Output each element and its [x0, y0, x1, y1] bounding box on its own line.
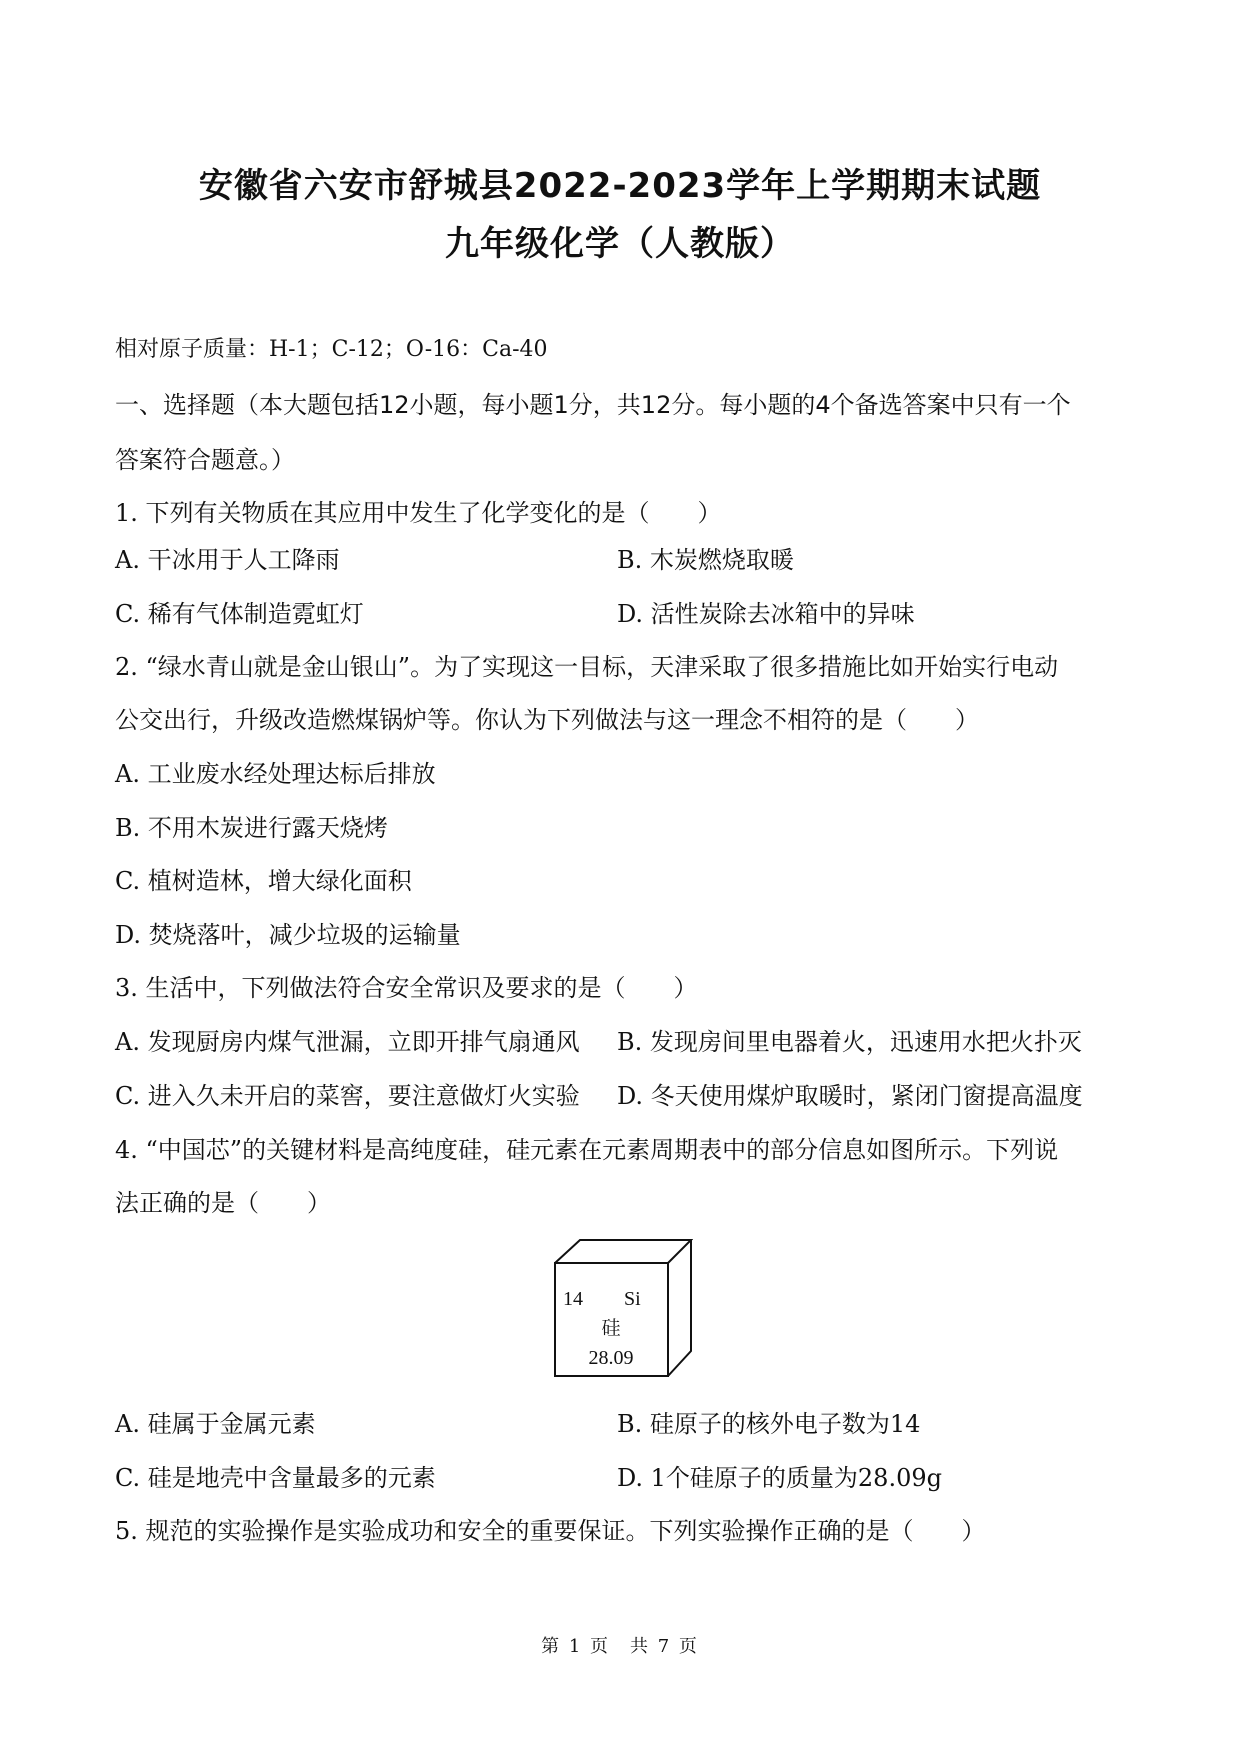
element-symbol: Si [624, 1288, 641, 1310]
element-cube-figure [553, 1238, 693, 1378]
question-2-stem-cont: 公交出行，升级改造燃煤锅炉等。你认为下列做法与这一理念不相符的是（ ） [115, 706, 979, 734]
silicon-element-cell [553, 1238, 693, 1378]
cube-top-face [555, 1240, 691, 1263]
question-4-stem: 4. “中国芯”的关键材料是高纯度硅，硅元素在元素周期表中的部分信息如图所示。下列说 [115, 1136, 1059, 1164]
element-name: 硅 [601, 1317, 621, 1339]
atomic-number: 14 [563, 1288, 583, 1310]
atomic-masses: 相对原子质量：H-1；C-12；O-16：Ca-40 [115, 337, 548, 362]
page-footer: 第 1 页 共 7 页 [541, 1636, 699, 1657]
q3-option-a: A. 发现厨房内煤气泄漏，立即开排气扇通风 [115, 1028, 580, 1056]
section-heading-cont: 答案符合题意。） [115, 446, 295, 474]
q2-option-c: C. 植树造林，增大绿化面积 [115, 867, 412, 895]
q3-option-b: B. 发现房间里电器着火，迅速用水把火扑灭 [617, 1028, 1082, 1056]
question-4-stem-cont: 法正确的是（ ） [115, 1189, 331, 1217]
q3-option-d: D. 冬天使用煤炉取暖时，紧闭门窗提高温度 [617, 1082, 1083, 1110]
exam-title: 安徽省六安市舒城县2022-2023学年上学期期末试题 [198, 166, 1042, 206]
atomic-mass: 28.09 [588, 1347, 634, 1369]
q4-option-c: C. 硅是地壳中含量最多的元素 [115, 1464, 436, 1492]
question-3-stem: 3. 生活中，下列做法符合安全常识及要求的是（ ） [115, 974, 698, 1002]
q2-option-a: A. 工业废水经处理达标后排放 [115, 760, 436, 788]
q1-option-d: D. 活性炭除去冰箱中的异味 [617, 600, 915, 628]
exam-subtitle: 九年级化学（人教版） [445, 224, 795, 264]
q4-option-b: B. 硅原子的核外电子数为14 [617, 1410, 921, 1438]
q1-option-a: A. 干冰用于人工降雨 [115, 546, 340, 574]
q2-option-d: D. 焚烧落叶，减少垃圾的运输量 [115, 921, 461, 949]
question-2-stem: 2. “绿水青山就是金山银山”。为了实现这一目标，天津采取了很多措施比如开始实行电动 [115, 653, 1059, 681]
q1-option-c: C. 稀有气体制造霓虹灯 [115, 600, 364, 628]
section-heading: 一、选择题（本大题包括12小题，每小题1分，共12分。每小题的4个备选答案中只有一个 [115, 391, 1071, 419]
q2-option-b: B. 不用木炭进行露天烧烤 [115, 814, 388, 842]
question-5-stem: 5. 规范的实验操作是实验成功和安全的重要保证。下列实验操作正确的是（ ） [115, 1517, 986, 1545]
question-1-stem: 1. 下列有关物质在其应用中发生了化学变化的是（ ） [115, 499, 722, 527]
q1-option-b: B. 木炭燃烧取暖 [617, 546, 794, 574]
q4-option-a: A. 硅属于金属元素 [115, 1410, 316, 1438]
q3-option-c: C. 进入久未开启的菜窖，要注意做灯火实验 [115, 1082, 580, 1110]
q4-option-d: D. 1个硅原子的质量为28.09g [617, 1464, 942, 1492]
